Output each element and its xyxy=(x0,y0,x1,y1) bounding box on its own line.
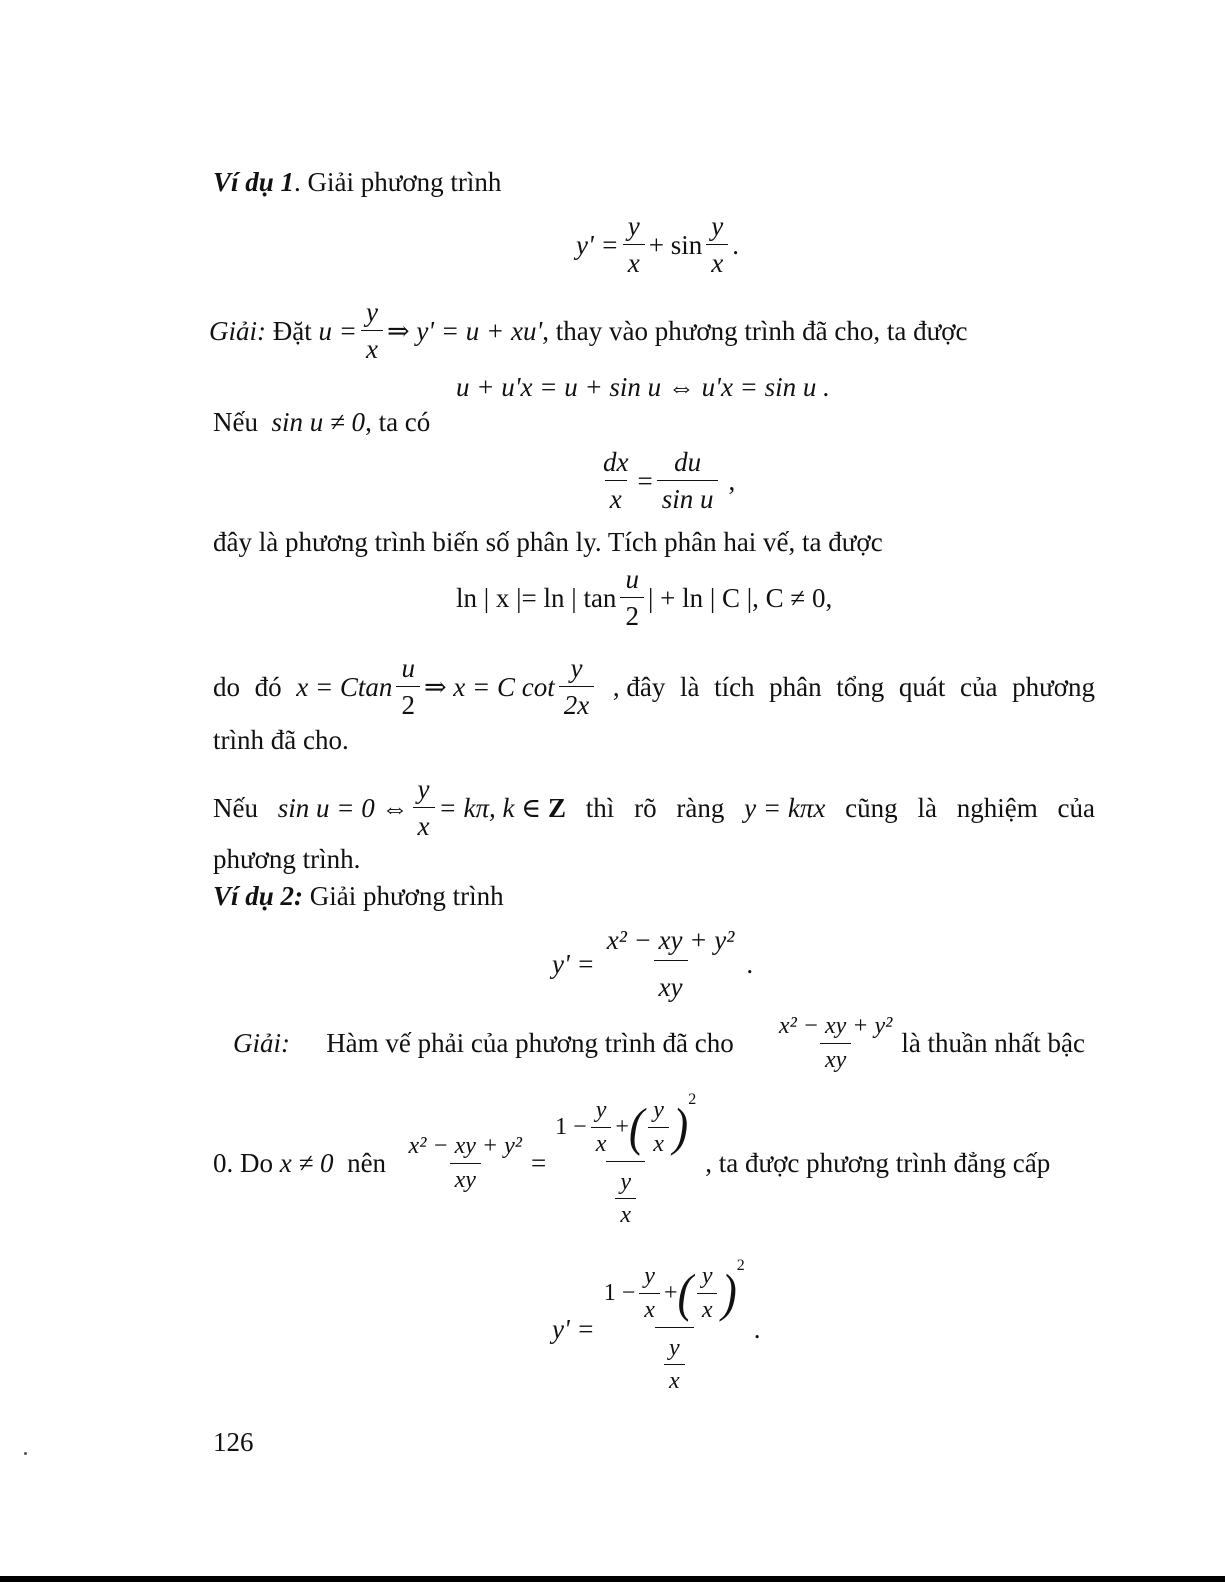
eq3-den-1: x xyxy=(605,480,627,515)
solution-2-label: Giải: xyxy=(233,1028,290,1059)
eq3-num-1: dx xyxy=(603,447,629,477)
big-b-den: x xyxy=(648,1127,669,1159)
case-1-condition: sin u ≠ 0 xyxy=(271,407,366,437)
gen-num-1: u xyxy=(401,653,415,683)
left-paren: ( xyxy=(628,1097,645,1157)
ex2-eq-fraction xyxy=(599,924,743,1004)
integral-equation xyxy=(456,563,832,633)
case-2-line xyxy=(213,773,1095,843)
case-2-math-1: sin u = 0 ⇔ xyxy=(277,792,409,823)
line2-start: 0. Do xyxy=(213,1147,273,1178)
final-b-den: x xyxy=(697,1293,718,1325)
eq1-frac1-den: x xyxy=(623,244,645,279)
eq3-den-2: sin u xyxy=(657,480,719,515)
example-1-heading xyxy=(213,166,501,198)
example-2-title: Giải phương trình xyxy=(303,881,504,911)
integers-symbol: Z xyxy=(547,792,566,823)
big-fraction-denominator xyxy=(606,1161,645,1231)
eq1-lhs: y' = xyxy=(576,229,619,260)
final-end: . xyxy=(753,1313,761,1344)
final-big-fraction xyxy=(599,1257,750,1396)
big-plus: + xyxy=(615,1113,629,1140)
eq1-frac2-num: y xyxy=(711,211,724,241)
eq3-fraction-right xyxy=(657,446,719,516)
line2-condition: x ≠ 0 xyxy=(279,1147,334,1178)
final-plus: + xyxy=(663,1279,678,1306)
equation-2: u + u'x = u + sin u ⇔ u'x = sin u . xyxy=(456,372,830,402)
gen-den-2: 2x xyxy=(559,686,594,721)
substitution-derivative: ⇒ y' = u + xu' xyxy=(386,315,543,346)
final-lhs: y' = xyxy=(552,1313,595,1344)
solution-2-tail: là thuần nhất bậc xyxy=(901,1028,1085,1059)
eq3-num-2: du xyxy=(674,447,702,477)
ex2-eq-lhs: y' = xyxy=(552,948,595,979)
page-bottom-border xyxy=(0,1576,1225,1582)
solution-1-text-1: Đặt xyxy=(272,315,312,346)
final-denominator xyxy=(655,1327,694,1397)
substitution-den: x xyxy=(361,330,383,365)
final-power: 2 xyxy=(736,1257,745,1274)
final-b-num: y xyxy=(701,1263,713,1289)
gen-fraction-2 xyxy=(559,652,594,722)
gen-word: phương xyxy=(1012,671,1095,702)
line2-fraction xyxy=(404,1132,527,1195)
case-2-word: cũng xyxy=(845,792,898,823)
eq3-end: , xyxy=(728,465,736,496)
big-fraction xyxy=(550,1091,701,1230)
rhs-den: xy xyxy=(820,1043,851,1075)
case-2-word: ràng xyxy=(676,792,725,823)
eq1-frac1-num: y xyxy=(627,211,640,241)
example-1-solution-line xyxy=(209,296,968,366)
ex2-eq-end: . xyxy=(746,948,754,979)
case-2-word: rõ xyxy=(634,792,657,823)
example-1-equation xyxy=(576,210,739,280)
eq4-num: u xyxy=(625,564,639,594)
big-den-den: x xyxy=(615,1198,636,1230)
right-paren: ) xyxy=(672,1097,689,1157)
example-1-label: Ví dụ 1 xyxy=(213,167,295,197)
eq1-frac2-den: x xyxy=(706,244,728,279)
case-2-word: là xyxy=(917,792,937,823)
eq4-rhs: | + ln | C |, C ≠ 0, xyxy=(647,582,833,613)
eq3-equals: = xyxy=(637,465,653,496)
case-1-line xyxy=(213,406,430,438)
final-a-fraction xyxy=(639,1262,660,1325)
big-b-num: y xyxy=(653,1097,664,1123)
case-2-formula xyxy=(278,773,566,843)
gen-word: , đây xyxy=(612,671,666,702)
example-2-heading xyxy=(213,880,504,912)
page-number: 126 xyxy=(213,1427,254,1457)
case-2-word: Nếu xyxy=(213,792,258,823)
general-integral-line xyxy=(213,652,1095,722)
big-a-fraction xyxy=(591,1096,612,1159)
example-2-solution-line xyxy=(233,1012,1085,1075)
case-2-num: y xyxy=(417,774,430,804)
final-one: 1 − xyxy=(603,1279,636,1306)
rhs-num: x² − xy + y² xyxy=(778,1013,893,1039)
final-left-paren: ( xyxy=(677,1263,693,1323)
example-2-equation xyxy=(552,924,753,1004)
ex2-eq-num: x² − xy + y² xyxy=(606,925,735,955)
gen-word: phân xyxy=(769,671,822,702)
big-fraction-numerator xyxy=(550,1091,701,1161)
gen-den-1: 2 xyxy=(396,686,420,721)
final-numerator xyxy=(599,1257,750,1327)
general-integral-line-2: trình đã cho. xyxy=(213,725,349,755)
general-integral-formula xyxy=(296,652,598,722)
line2-word: nên xyxy=(347,1147,387,1178)
solution-1-label: Giải: xyxy=(209,315,266,346)
case-2-math-2: = kπ, k ∈ xyxy=(438,792,542,823)
final-a-num: y xyxy=(644,1263,655,1289)
scan-speck xyxy=(24,1452,27,1455)
case-2-fraction xyxy=(413,773,435,843)
gen-math-2: ⇒ x = C cot xyxy=(423,671,555,702)
ex2-eq-den: xy xyxy=(654,960,688,1003)
case-2-line-2: phương trình. xyxy=(213,844,361,874)
case-1-word: Nếu xyxy=(213,407,258,437)
eq4-lhs: ln | x |= ln | tan xyxy=(456,582,617,613)
case-2-word: nghiệm xyxy=(956,792,1038,823)
homogeneous-line xyxy=(213,1091,1051,1230)
eq4-den: 2 xyxy=(620,597,644,632)
gen-word: tích xyxy=(714,671,755,702)
gen-word: là xyxy=(679,671,700,702)
big-power: 2 xyxy=(688,1091,697,1108)
big-one: 1 − xyxy=(555,1113,587,1140)
final-den-den: x xyxy=(664,1364,685,1396)
big-den-num: y xyxy=(620,1168,632,1195)
substitution-u: u = xyxy=(318,315,357,346)
solution-2-text: Hàm vế phải của phương trình đã cho xyxy=(326,1028,734,1059)
line2-tail: , ta được phương trình đẳng cấp xyxy=(705,1147,1051,1178)
gen-math-1: x = Ctan xyxy=(296,671,393,702)
case-2-den: x xyxy=(413,807,435,842)
rhs-fraction xyxy=(774,1012,897,1075)
final-a-den: x xyxy=(639,1293,660,1325)
line2-frac-num: x² − xy + y² xyxy=(408,1132,522,1159)
example-2-label: Ví dụ 2: xyxy=(213,881,304,911)
case-2-word: thì xyxy=(585,792,615,823)
final-right-paren: ) xyxy=(721,1263,737,1323)
gen-word-2: đó xyxy=(254,671,282,702)
eq3-fraction-left xyxy=(598,446,633,516)
line2-equals: = xyxy=(530,1147,547,1178)
case-2-math-3: y = kπx xyxy=(744,792,826,823)
gen-num-2: y xyxy=(570,653,583,683)
substitution-fraction xyxy=(361,296,383,366)
solution-1-text-2: , thay vào phương trình đã cho, ta được xyxy=(542,315,968,346)
gen-word: quát xyxy=(898,671,946,702)
final-equation xyxy=(552,1257,761,1396)
case-1-tail: , ta có xyxy=(365,407,431,437)
line2-frac-den: xy xyxy=(450,1163,481,1195)
eq1-fraction-1 xyxy=(623,210,645,280)
final-den-fraction xyxy=(664,1334,685,1397)
gen-fraction-1 xyxy=(396,652,420,722)
eq1-end: . xyxy=(732,229,739,260)
separable-equation xyxy=(594,446,735,516)
final-b-fraction xyxy=(697,1262,718,1325)
solution-2-rhs xyxy=(770,1012,1085,1075)
big-a-den: x xyxy=(591,1127,612,1159)
eq1-plus-sin: + sin xyxy=(648,229,703,260)
separable-remark: đây là phương trình biến số phân ly. Tích phân hai vế, ta được xyxy=(213,527,883,557)
big-b-fraction xyxy=(648,1096,669,1159)
example-1-title: . Giải phương trình xyxy=(294,167,502,197)
case-2-word: của xyxy=(1057,792,1095,823)
final-den-num: y xyxy=(668,1334,680,1361)
gen-word: tổng xyxy=(836,671,885,702)
gen-word-1: do xyxy=(213,671,240,702)
big-den-fraction xyxy=(615,1168,636,1231)
eq1-fraction-2 xyxy=(706,210,728,280)
substitution-num: y xyxy=(365,297,378,327)
eq4-fraction xyxy=(620,563,644,633)
big-a-num: y xyxy=(595,1097,607,1123)
gen-word: của xyxy=(960,671,998,702)
